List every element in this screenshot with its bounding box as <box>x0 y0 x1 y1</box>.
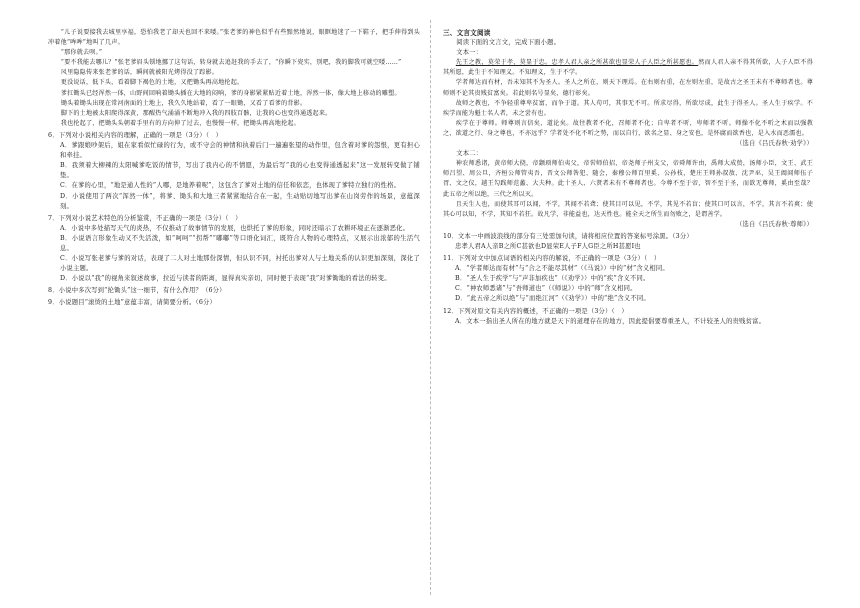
reading-instruction: 阅读下面的文言文，完成下面小题。 <box>456 39 561 47</box>
text-one-paragraph: 疾学在于尊师。师尊则言信矣，道论矣。故往教者不化，召师者不化；自卑者不听，卑师者不听。师操不化不听之术而以强教之，欲道之行、身之尊也，不亦远乎？学者处不化不听之势，而以自行，欲名之显、身之安也，是怀腐而欲香也，是入水而恶濡也。 <box>443 119 813 137</box>
question-6-option[interactable]: A．爹跟娘吵架后，姐在家看似忙碌的行为，或不守会的神情和执着后门一遍遍张望的动作里，包含着对爹的怨恨，更有担心和牵挂。 <box>60 142 420 160</box>
question-11-option[interactable]: D．“此五帝之所以绝”与“而绝江河”（《劝学》）中的“绝”含义不同。 <box>455 295 650 303</box>
question-11-option[interactable]: A．“学者师达而有材”与“合之不能尽其材”（《马说》）中的“材”含义相同。 <box>455 265 669 273</box>
question-9: 9．小说题目“滚烫的土地”意蕴丰富，请简要分析。（6分） <box>48 299 217 307</box>
column-divider <box>430 20 431 595</box>
question-11-option[interactable]: C．“神农师悉诸”与“吾师道也”（《师说》）中的“师”含义相同。 <box>455 285 637 293</box>
question-7-option[interactable]: A．小说中多处描写天气的炎热，不仅推动了故事情节的发展，也烘托了爹的形象，同时还暗示了农耕环境正在逐渐恶化。 <box>60 224 410 232</box>
question-7-option[interactable]: C．小说写张老爹与爹的对话，表现了二人对土地那份深情，但认识不同，衬托出爹对人与土地关系的认识更加深刻，深化了小说主题。 <box>60 255 420 273</box>
question-12-stem: 12．下列对原文有关内容的概述，不正确的一项是（3分）（ ） <box>443 307 628 315</box>
question-12-option[interactable]: A．文本一指出圣人所在的地方就是天下的道理存在的地方，因此提倡要尊重圣人，不计较圣人的贵贱贫富。 <box>455 317 766 325</box>
question-8: 8．小说中多次写到“抡锄头”这一细节，有什么作用？（6分） <box>48 287 226 295</box>
text-two-paragraph: 且天生人也，而使其耳可以闻，不学，其闻不若聋；使其目可以见，不学，其见不若盲；使其口可以言，不学，其言不若爽；使其心可以知，不学，其知不若狂。故凡学，非能益也，达天性也。能全天之所生而勿败之，是谓善学。 <box>443 200 813 218</box>
story-paragraph: 我也抡起了，把锄头头朝着手里有的方向伸了过去，也慢慢一样，把锄头再高地抡起。 <box>60 119 300 127</box>
story-paragraph: 锄头着锄头出现在常河南面的土地上，我久久地站着，看了一眼锄，又看了看爹的背影。 <box>60 99 307 107</box>
question-10-stem: 10．文本一中画波浪线的部分有三处需加句读，请将相应位置的答案标号涂黑。（3分） <box>443 232 693 240</box>
question-6-option[interactable]: C．在爹的心里，“地是通人性的”人哪，是地养着呢”，这包含了爹对土地的信任和依恋，也体现了爹特立独行的性格。 <box>60 182 401 190</box>
question-6-stem: 6．下列对小说相关内容的理解，正确的一项是（3分）（ ） <box>48 131 223 139</box>
question-7-option[interactable]: B．小说语言形象生动又不失活泼，如“呵呵”“拐帮”“嘟嘟”等口语化词汇，既符合人物的心理特点，又展示出浓郁的生活气息。 <box>60 234 420 252</box>
left-column <box>48 28 420 309</box>
text-one-paragraph <box>443 58 813 78</box>
question-6-option[interactable]: D．小说使用了两次“浑然一体”，将爹、锄头和大地三者紧紧地结合在一起，生动贴切地写出爹在山岗劳作的场景，意蕴深刻。 <box>60 192 420 210</box>
story-paragraph: “要不我能去哪儿？”张老爹眉头锁地挪了这句话，转身就去追赶我的手去了，“你瞬下瓷实，别吧，我的脚我可就空喽……” <box>60 59 402 67</box>
question-11-stem: 11．下列对文中加点词语的相关内容的解说，不正确的一项是（3分）（ ） <box>443 255 661 263</box>
section-title: 三、文言文阅读 <box>443 29 491 37</box>
story-paragraph: “儿子说要接我去城里享福，恐怕我老了却天也回不来喽。”张老爹的神色似乎有些黯然地说，眼眶地迷了一下鞋子，把手伸得到头冲着他“哞哞”地叫了几声。 <box>48 29 420 47</box>
question-7-option[interactable]: D．小说以“我”的视角来叙述故事，拉近与读者的距离，显得真实亲切，同时便于表现“我”对爹锄地的看法的转变。 <box>60 275 391 283</box>
source-citation: （选自《吕氏春秋·尊师》） <box>735 220 813 228</box>
punctuation-answer-line[interactable]: 忠孝人君A人亲B之所C甚欲也D显荣E人子F人G臣之所H甚愿I也 <box>455 242 641 250</box>
text-one-paragraph: 学者师达而有材，吾未知其不为圣人。圣人之所在，则天下理焉。在右则右重，在左则左重，是故古之圣王未有不尊师者也。尊师则不论其贵贱贫富矣。若此则名号显矣，德行彰矣。 <box>443 79 813 97</box>
question-7-stem: 7．下列对小说艺术特色的分析鉴赏，不正确的一项是（3分）（ ） <box>48 214 242 222</box>
text-two-label: 文本二： <box>456 150 483 158</box>
story-paragraph: 脚下的土地被太阳爬得深黄，那醒热气涌涌不断地冲入我的四肢百骸，让我的心也变得通透起来。 <box>60 109 332 117</box>
story-paragraph: “那你就去呗。” <box>60 49 103 57</box>
question-11-option[interactable]: B．“圣人生于疾学”与“声非加疾也”（《劝学》）中的“疾”含义不同。 <box>455 275 650 283</box>
text-one-continuation: 然而人君人亲不得其所欲，人子人臣不得其所愿，此生于不知理义。不知理义，生于不学。 <box>443 59 813 77</box>
story-paragraph: 风里隐隐传来张老爹的话，瞬间就被阳光烤得没了踪影。 <box>60 69 219 77</box>
text-one-label: 文本一： <box>456 49 483 57</box>
right-column <box>443 28 813 327</box>
wavy-underlined-sentence: 先王之教，莫荣于孝，莫显于忠。忠孝人君人亲之所甚欲也显荣人子人臣之所甚愿也。 <box>455 59 699 67</box>
question-6-option[interactable]: B．我须着大柳辣的太阳喊爹吃饭的情节，写出了我内心的不情愿，为最后写“我的心也变得通透起来”这一发展转变做了铺垫。 <box>60 162 420 180</box>
text-one-paragraph: 故师之教也，不争轻重尊卑贫富，而争于道。其人苟可，其事无不可。所求尽得，所欲尽成，此生于得圣人。圣人生于疾学。不疾学而能为魁士名人者，未之尝有也。 <box>443 99 813 117</box>
source-citation: （选自《吕氏春秋·劝学》） <box>735 140 813 148</box>
story-paragraph: 爹扛锄头已经浑然一体，山野间回响着锄头插在大地的闷响，爹的身影紧紧贴近着土地，浑然一体，像大地上移动的雕塑。 <box>60 89 401 97</box>
story-paragraph: 更没说话，低下头，看着脚下褐色的土地，又把锄头再高地抡起。 <box>60 79 244 87</box>
text-two-paragraph: 神农师悉诸，黄帝师大挠，帝颛顼师伯夷父，帝喾师伯招，帝尧师子州支父，帝舜师许由，禹师大成贽，汤师小臣，文王、武王师吕望、周公旦，齐桓公师管夷吾，晋文公师咎犯、随会，秦穆公师百里奚、公孙枝，楚庄王师孙叔敖、沈尹巫，吴王阖闾师伍子胥、文之仪，越王勾践师范蠡、大夫种。此十圣人、六贤者未有不尊师者也。今尊不至于帝，智不至于圣，而欲无尊师，奚由至哉？此五帝之所以绝，三代之所以灭。 <box>443 160 813 198</box>
